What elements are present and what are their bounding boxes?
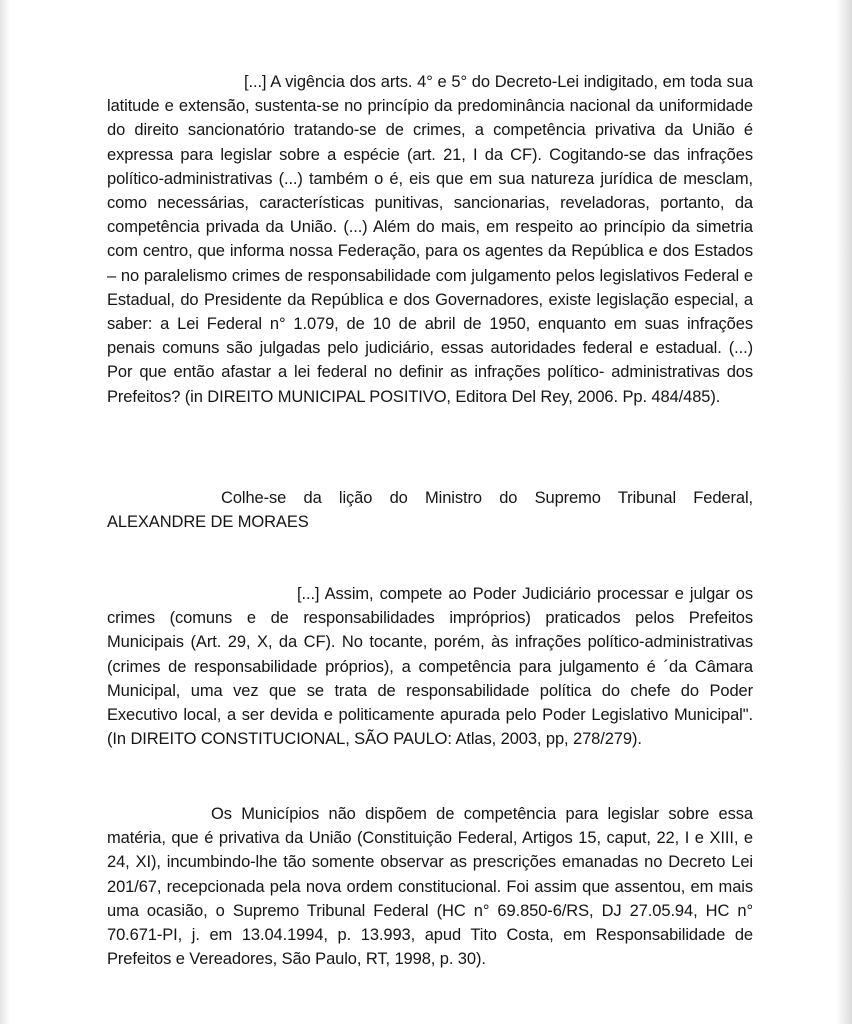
closing-paragraph-text: Os Municípios não dispõem de competência para legislar sobre essa matéria, que é privativa da União (Constituição Federal, Artigos 15, caput, 22, I e XIII, e 24, XI), incumbindo-lhe tão somente observar as prescrições emanadas no Decreto Lei 201/67, recepcionada pela nova ordem constitucional. Foi assim que assentou, em mais uma ocasião, o Supremo Tribunal Federal (HC n° 69.850-6/RS, DJ 27.05.94, HC n° 70.671-PI, j. em 13.04.1994, p. 13.993, apud Tito Costa, em Responsabilidade de Prefeitos e Vereadores, São Paulo, RT, 1998, p. 30). <box>107 805 753 969</box>
closing-paragraph <box>107 802 753 971</box>
intro-paragraph <box>107 486 753 534</box>
block-quote-2 <box>107 582 753 751</box>
page-edge-shadow-left <box>0 0 10 1024</box>
block-quote-1 <box>107 70 753 409</box>
intro-paragraph-text: Colhe-se da lição do Ministro do Supremo Tribunal Federal, ALEXANDRE DE MORAES <box>107 489 753 532</box>
page-edge-shadow-right <box>836 0 852 1024</box>
quote-2-text: [...] Assim, compete ao Poder Judiciário processar e julgar os crimes (comuns e de responsabilidades impróprios) praticados pelos Prefeitos Municipais (Art. 29, X, da CF). No tocante, porém, às infrações político-administrativas (crimes de responsabilidade próprios), a competência para julgamento é ´da Câmara Municipal, uma vez que se trata de responsabilidade política do chefe do Poder Executivo local, a ser devida e politicamente apurada pelo Poder Legislativo Municipal". (In DIREITO CONSTITUCIONAL, SÃO PAULO: Atlas, 2003, pp, 278/279). <box>107 585 753 749</box>
quote-1-text: [...] A vigência dos arts. 4° e 5° do Decreto-Lei indigitado, em toda sua latitude e extensão, sustenta-se no princípio da predominância nacional da uniformidade do direito sancionatório tratando-se de crimes, a competência privativa da União é expressa para legislar sobre a espécie (art. 21, I da CF). Cogitando-se das infrações político-administrativas (...) também o é, eis que em sua natureza jurídica de mesclam, como necessárias, características punitivas, sancionarias, reveladoras, portanto, da competência privada da União. (...) Além do mais, em respeito ao princípio da simetria com centro, que informa nossa Federação, para os agentes da República e dos Estados – no paralelismo crimes de responsabilidade com julgamento pelos legislativos Federal e Estadual, do Presidente da República e dos Governadores, existe legislação especial, a saber: a Lei Federal n° 1.079, de 10 de abril de 1950, enquanto em suas infrações penais comuns são julgadas pelo judiciário, essas autoridades federal e estadual. (...) Por que então afastar a lei federal no definir as infrações político- administrativas dos Prefeitos? (in DIREITO MUNICIPAL POSITIVO, Editora Del Rey, 2006. Pp. 484/485). <box>107 73 753 406</box>
